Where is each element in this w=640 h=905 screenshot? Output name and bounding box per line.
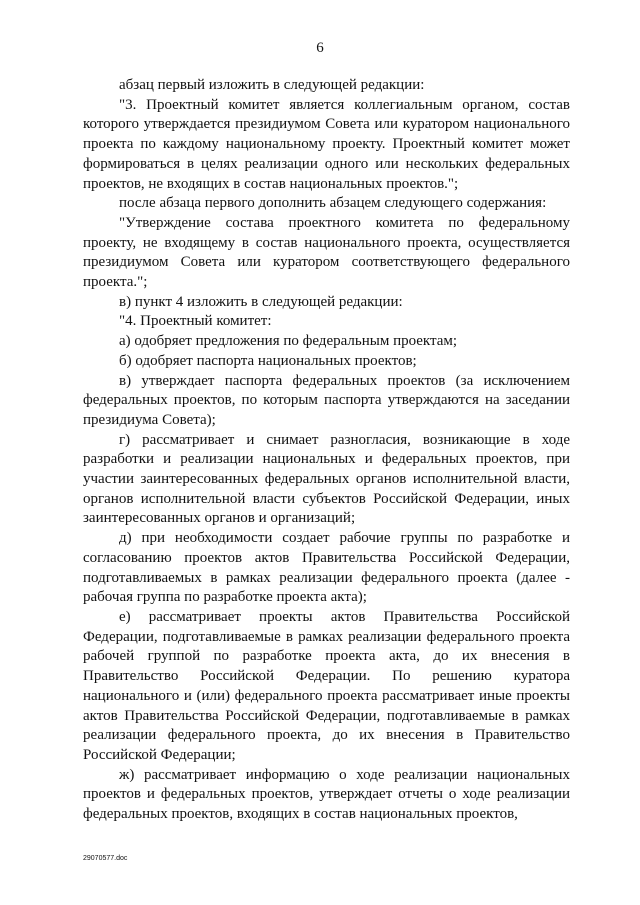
- document-body: [83, 76, 570, 825]
- paragraph: ж) рассматривает информацию о ходе реализации национальных проектов и федеральных проектов, утверждает отчеты о ходе реализации федеральных проектов, входящих в состав национальных проектов,: [83, 766, 570, 823]
- paragraph: в) утверждает паспорта федеральных проектов (за исключением федеральных проектов, по которым паспорта утверждаются на заседании президиума Совета);: [83, 372, 570, 428]
- paragraph: "Утверждение состава проектного комитета по федеральному проекту, не входящему в состав национального проекта, осуществляется президиумом Совета или куратором соответствующего федерального проекта.";: [83, 214, 570, 291]
- paragraph: "4. Проектный комитет:: [119, 313, 272, 330]
- page-number: 6: [316, 40, 324, 56]
- paragraph: абзац первый изложить в следующей редакции:: [119, 77, 425, 93]
- paragraph: б) одобряет паспорта национальных проектов;: [119, 352, 417, 369]
- paragraph: г) рассматривает и снимает разногласия, возникающие в ходе разработки и реализации национальных и федеральных проектов, при участии заинтересованных федеральных органов исполнительной власти, органов исполнительной власти субъектов Российской Федерации, иных заинтересованных органов и организаций;: [83, 431, 570, 527]
- paragraph: после абзаца первого дополнить абзацем следующего содержания:: [119, 195, 547, 212]
- paragraph: а) одобряет предложения по федеральным проектам;: [119, 333, 458, 350]
- paragraph: в) пункт 4 изложить в следующей редакции:: [119, 293, 403, 310]
- paragraph: "3. Проектный комитет является коллегиальным органом, состав которого утверждается президиумом Совета или куратором национального проекта по каждому национальному проекту. Проектный комитет может формироваться в целях реализации одного или нескольких федеральных проектов, не входящих в состав национальных проектов.";: [83, 96, 570, 192]
- paragraph: е) рассматривает проекты актов Правительства Российской Федерации, подготавливаемые в рамках реализации федерального проекта рабочей группой по разработке проекта акта, до их внесения в Правительство Российской Федерации. По решению куратора национального и (или) федерального проекта рассматривает иные проекты актов Правительства Российской Федерации, подготавливаемые в рамках реализации федерального проекта, до их внесения в Правительство Российской Федерации;: [83, 608, 570, 763]
- footer-filename: 29070577.doc: [83, 855, 128, 862]
- paragraph: д) при необходимости создает рабочие группы по разработке и согласованию проектов актов Правительства Российской Федерации, подготавливаемых в рамках реализации федерального проекта (далее - рабочая группа по разработке проекта акта);: [83, 530, 570, 606]
